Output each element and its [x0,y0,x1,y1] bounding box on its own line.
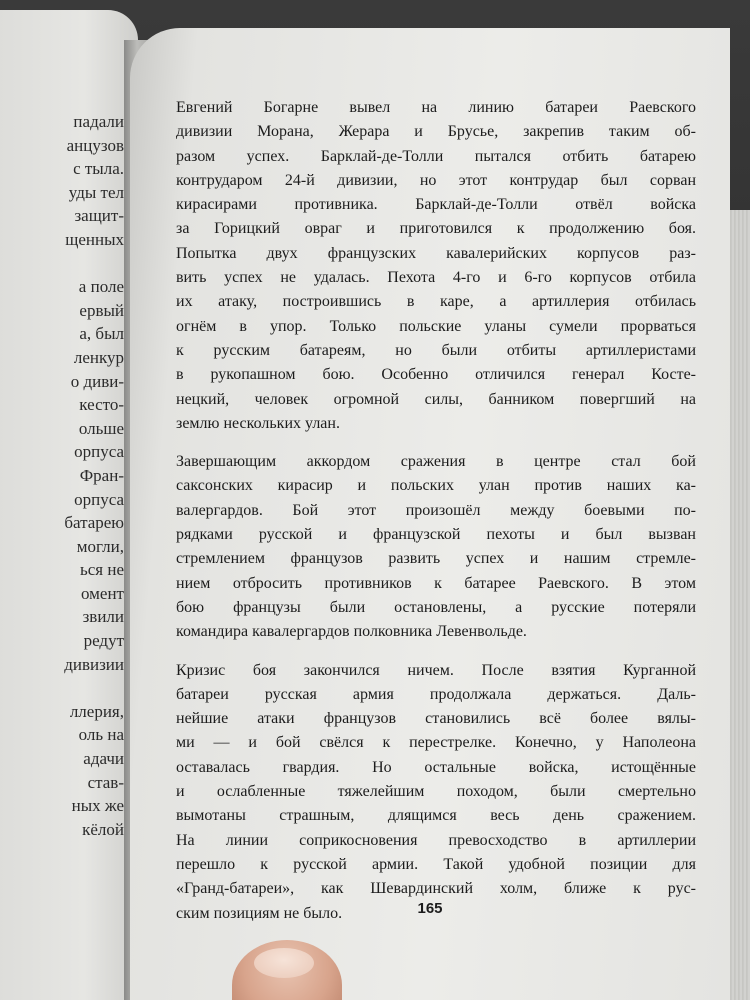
left-page-line: омент [80,583,124,603]
text-line: ми — и бой свёлся к перестрелке. Конечно, у Наполеона [176,734,696,752]
left-page-line [0,252,124,276]
text-line: нейшие атаки французов становились всё более вялы- [176,710,696,728]
left-page-line: Фран- [79,465,124,485]
left-page-line: кесто- [79,395,124,415]
left-page-line: а, был [79,324,124,344]
paragraph [176,659,696,926]
left-page-text [0,110,124,841]
text-line: Кризис боя закончился ничем. После взятия Курганной [176,661,696,679]
left-page-line: ольше [78,418,124,438]
left-page-line: падали [73,112,124,131]
left-page-line: уды тел [68,182,124,202]
text-line: оставалась гвардия. Но остальные войска, истощённые [176,758,696,776]
left-page-line: с тыла. [73,159,124,179]
text-line: На линии соприкосновения превосходство в артиллерии [176,831,696,849]
text-line: вить успех не удалась. Пехота 4-го и 6-го корпусов отбила [176,269,696,287]
left-page-line: став- [87,772,124,792]
text-line: батареи русская армия продолжала держаться. Даль- [176,685,696,703]
left-page-line: ных же [71,796,124,816]
paragraph [176,96,696,436]
left-page-line: ллерия, [69,701,124,721]
text-line: к русским батареям, но были отбиты артиллеристами [176,341,696,359]
right-page-text [176,96,696,926]
text-line: стремлением французов развить успех и нашим стремле- [176,550,696,568]
text-line: кирасирами противника. Барклай-де-Толли отвёл войска [176,196,696,214]
text-line: бою французы были остановлены, а русские потеряли [176,598,696,616]
page-number: 165 [417,900,443,917]
text-line: контрударом 24-й дивизии, но этот контрудар был сорван [176,171,696,189]
thumbnail-nail [254,948,314,978]
left-page-line: ься не [79,560,124,580]
text-line: дивизии Морана, Жерара и Брусье, закрепив таким об- [176,123,696,141]
text-line: вымотаны страшным, длящимся весь день сражением. [176,807,696,825]
text-line: за Горицкий овраг и приготовился к продолжению боя. [176,220,696,238]
left-page-line: анцузов [66,135,124,155]
text-line: «Гранд-батареи», как Шевардинский холм, ближе к рус- [176,880,696,898]
left-page-line: адачи [83,749,124,769]
text-line: перешло к русской армии. Такой удобной позиции для [176,855,696,873]
left-page-line: ленкур [73,347,124,367]
text-line: разом успех. Барклай-де-Толли пытался отбить батарею [176,147,696,165]
text-line: Евгений Богарне вывел на линию батареи Раевского [176,99,696,116]
left-page-line: ервый [79,300,124,320]
left-page-line: редут [83,631,124,651]
left-page-line: оль на [78,725,124,745]
left-page-line: о диви- [70,371,124,391]
paragraph-gap [176,645,696,659]
right-page [130,28,730,1000]
text-line: нием отбросить противников к батарее Раевского. В этом [176,574,696,592]
text-line: нецкий, человек огромной силы, банником повергший на [176,390,696,408]
left-page-line: а поле [78,277,124,297]
left-page-line: кёлой [82,819,124,839]
text-line: валергардов. Бой этот произошёл между боевыми по- [176,501,696,519]
text-line: Завершающим аккордом сражения в центре стал бой [176,453,696,471]
text-line: Попытка двух французских кавалерийских корпусов раз- [176,244,696,262]
left-page-line [0,676,124,700]
paragraph [176,450,696,644]
left-page-line: орпуса [74,442,124,462]
left-page-line: орпуса [74,489,124,509]
text-line: и ослабленные тяжелейшим походом, были смертельно [176,783,696,801]
left-page [0,10,138,1000]
text-line: ским позициям не было. [176,904,343,922]
text-line: огнём в упор. Только польские уланы сумели прорваться [176,317,696,335]
text-line: их атаку, построившись в каре, а артиллерия отбилась [176,293,696,311]
left-page-line: звили [82,607,124,627]
text-line: в рукопашном бою. Особенно отличился генерал Косте- [176,366,696,384]
left-page-line: могли, [76,536,124,556]
text-line: саксонских кирасир и польских улан против наших ка- [176,477,696,495]
left-page-line: щенных [65,229,124,249]
text-line: землю нескольких улан. [176,414,340,432]
left-page-line: защит- [74,206,124,226]
left-page-line: дивизии [64,654,124,674]
text-line: рядками русской и французской пехоты и был вызван [176,526,696,544]
paragraph-gap [176,436,696,450]
text-line: командира кавалергардов полковника Левенвольде. [176,623,527,641]
left-page-line: батарею [64,513,124,533]
